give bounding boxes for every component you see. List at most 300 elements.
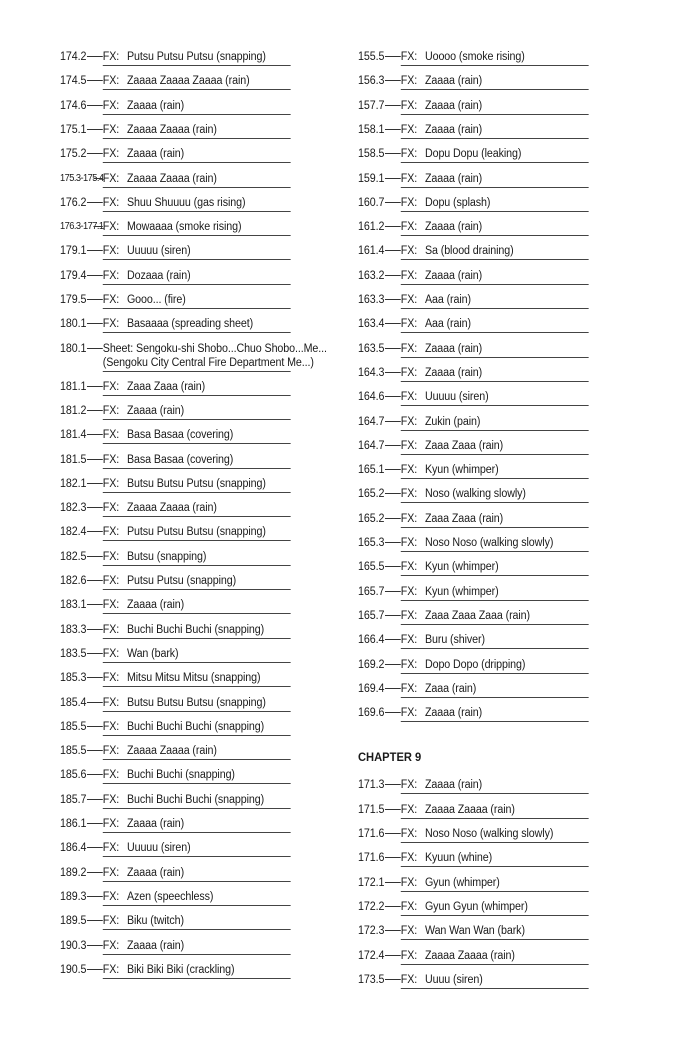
entry-type: FX:	[400, 99, 418, 112]
entry-underline	[103, 759, 291, 760]
entry-dash	[385, 542, 401, 543]
entry-page-ref: 165.1	[358, 464, 385, 477]
entry-row	[358, 147, 589, 167]
entry-page-ref: 183.5	[60, 647, 87, 660]
entry-dash	[385, 809, 401, 810]
entry-underline	[103, 686, 291, 687]
entry-text: Zaaaa (rain)	[424, 342, 483, 355]
entry-page-ref: 181.4	[60, 429, 87, 442]
entry-row	[358, 390, 589, 410]
entry-underline	[401, 478, 589, 479]
entry-row	[358, 439, 589, 459]
entry-text: Putsu Putsu (snapping)	[126, 575, 237, 587]
entry-row	[60, 501, 291, 521]
entry-type: FX:	[102, 890, 120, 903]
entry-type: FX:	[400, 561, 418, 574]
entry-text: Buru (shiver)	[424, 634, 485, 647]
entry-dash	[87, 434, 103, 435]
entry-type: FX:	[102, 672, 120, 685]
entry-underline	[103, 443, 291, 444]
entry-page-ref: 165.7	[358, 585, 385, 598]
entry-type: FX:	[400, 925, 418, 938]
entry-text: Noso (walking slowly)	[424, 488, 526, 501]
entry-page-ref: 175.2	[60, 148, 87, 161]
entry-row	[358, 560, 589, 580]
entry-page-ref: 174.5	[60, 75, 87, 88]
entry-underline	[103, 565, 291, 566]
entry-underline	[401, 915, 589, 916]
entry-text: Zaaaa (rain)	[424, 99, 483, 112]
entry-row	[60, 317, 291, 337]
entry-dash	[87, 531, 103, 532]
entry-dash	[385, 688, 401, 689]
entry-dash	[87, 410, 103, 411]
entry-page-ref: 164.7	[358, 415, 385, 428]
entry-underline	[401, 235, 589, 236]
entry-text: Buchi Buchi Buchi (snapping)	[126, 623, 265, 636]
entry-dash	[385, 445, 401, 446]
entry-type: FX:	[102, 526, 120, 539]
entry-underline	[401, 793, 589, 794]
entry-text: Uuuuu (siren)	[126, 842, 191, 855]
entry-dash	[385, 615, 401, 616]
entry-page-ref: 183.1	[60, 599, 87, 612]
entry-row	[60, 841, 291, 861]
entry-page-ref: 159.1	[358, 172, 385, 185]
entry-row	[60, 623, 291, 643]
entry-page-ref: 185.5	[60, 720, 87, 733]
entry-text: Zaaaa (rain)	[126, 99, 185, 112]
entry-underline	[103, 929, 291, 930]
entry-page-ref: 181.2	[60, 404, 87, 417]
entry-type: FX:	[102, 769, 120, 782]
entry-text: Zaaaa (rain)	[126, 404, 185, 417]
entry-text: Wan (bark)	[126, 647, 179, 660]
entry-text: Zaaaa Zaaaa (rain)	[126, 502, 217, 515]
entry-dash	[87, 459, 103, 460]
entry-underline	[401, 187, 589, 188]
entry-dash	[87, 677, 103, 678]
entry-dash	[87, 56, 103, 57]
entry-type: FX:	[102, 502, 120, 515]
entry-row	[358, 682, 589, 702]
entry-dash	[385, 56, 401, 57]
entry-type: FX:	[400, 415, 418, 428]
entry-dash	[87, 750, 103, 751]
entry-page-ref: 179.4	[60, 269, 87, 282]
entry-text: Zaaa Zaaa (rain)	[126, 380, 206, 393]
entry-type: FX:	[400, 391, 418, 404]
entry-underline	[401, 964, 589, 965]
entry-dash	[87, 604, 103, 605]
entry-dash	[385, 591, 401, 592]
entry-text: Shuu Shuuuu (gas rising)	[126, 196, 246, 209]
entry-type: FX:	[400, 342, 418, 355]
entry-text: Zaaaa (rain)	[424, 366, 483, 379]
entry-underline	[401, 891, 589, 892]
entry-dash	[87, 580, 103, 581]
entry-text: Kyun (whimper)	[424, 561, 499, 574]
entry-dash	[385, 930, 401, 931]
entry-row	[358, 74, 589, 94]
entry-row	[358, 778, 589, 798]
entry-row	[60, 74, 291, 94]
entry-row	[358, 415, 589, 435]
entry-text: Dozaaa (rain)	[126, 269, 191, 282]
entry-page-ref: 182.3	[60, 502, 87, 515]
entry-type: FX:	[400, 682, 418, 695]
entry-text: Aaa (rain)	[424, 318, 471, 331]
entry-type: Sheet:	[102, 342, 134, 355]
entry-underline	[401, 308, 589, 309]
entry-text: Zaaaa (rain)	[424, 75, 483, 88]
entry-text: Basa Basaa (covering)	[126, 453, 234, 466]
entry-underline	[401, 697, 589, 698]
entry-row	[358, 803, 589, 823]
entry-row	[60, 817, 291, 837]
entry-dash	[87, 920, 103, 921]
entry-type: FX:	[400, 779, 418, 792]
entry-row	[358, 244, 589, 264]
entry-row	[358, 293, 589, 313]
entry-page-ref: 164.3	[358, 366, 385, 379]
entry-underline	[103, 540, 291, 541]
entry-page-ref: 165.2	[358, 512, 385, 525]
entry-row	[358, 924, 589, 944]
entry-row	[60, 598, 291, 618]
entry-text: Uuuu (siren)	[424, 973, 483, 986]
entry-page-ref: 189.2	[60, 866, 87, 879]
entry-page-ref: 182.5	[60, 550, 87, 563]
entry-row	[358, 366, 589, 386]
entry-underline	[401, 818, 589, 819]
entry-underline	[103, 832, 291, 833]
entry-underline	[401, 502, 589, 503]
entry-dash	[87, 653, 103, 654]
entry-row	[358, 900, 589, 920]
entry-text: Gyun (whimper)	[424, 876, 500, 889]
entry-text: Azen (speechless)	[126, 890, 214, 903]
entry-dash	[385, 906, 401, 907]
entry-page-ref: 172.1	[358, 876, 385, 889]
entry-type: FX:	[102, 245, 120, 258]
entry-underline	[103, 589, 291, 590]
entry-underline	[103, 162, 291, 163]
entry-type: FX:	[102, 842, 120, 855]
entry-row	[358, 463, 589, 483]
entry-page-ref: 164.7	[358, 439, 385, 452]
entry-row	[358, 512, 589, 532]
entry-page-ref: 172.2	[358, 900, 385, 913]
entry-row	[60, 147, 291, 167]
entry-text: Zaaaa (rain)	[126, 148, 185, 161]
entry-type: FX:	[102, 866, 120, 879]
entry-type: FX:	[102, 172, 120, 185]
entry-page-ref: 158.5	[358, 148, 385, 161]
entry-type: FX:	[400, 318, 418, 331]
entry-text: Buchi Buchi Buchi (snapping)	[126, 720, 265, 733]
entry-text: Noso Noso (walking slowly)	[424, 537, 554, 549]
entry-text: Basa Basaa (covering)	[126, 429, 234, 442]
entry-page-ref: 165.5	[358, 561, 385, 574]
entry-page-ref: 172.3	[358, 925, 385, 938]
entry-row	[358, 585, 589, 605]
entry-text: Putsu Putsu Butsu (snapping)	[126, 526, 266, 539]
entry-type: FX:	[400, 707, 418, 720]
entry-text: Mitsu Mitsu Mitsu (snapping)	[126, 672, 261, 685]
entry-underline	[103, 114, 291, 115]
entry-row	[60, 50, 291, 70]
entry-page-ref: 174.6	[60, 99, 87, 112]
entry-text: Zaaaa (rain)	[424, 779, 483, 792]
entry-text: Zaaaa (rain)	[126, 818, 185, 830]
entry-underline	[401, 138, 589, 139]
entry-dash	[385, 784, 401, 785]
entry-text: Mowaaaa (smoke rising)	[126, 221, 242, 234]
entry-dash	[385, 857, 401, 858]
entry-page-ref: 165.2	[358, 488, 385, 501]
entry-page-ref: 179.1	[60, 245, 87, 258]
entry-dash	[87, 105, 103, 106]
entry-dash	[385, 396, 401, 397]
entry-row	[60, 380, 291, 400]
entry-type: FX:	[102, 453, 120, 466]
entry-type: FX:	[400, 439, 418, 452]
entry-underline	[103, 419, 291, 420]
entry-page-ref: 169.6	[358, 707, 385, 720]
entry-row	[358, 50, 589, 70]
entry-dash	[87, 823, 103, 824]
entry-dash	[87, 323, 103, 324]
entry-type: FX:	[102, 404, 120, 417]
entry-dash	[385, 348, 401, 349]
entry-page-ref: 158.1	[358, 123, 385, 136]
entry-page-ref: 171.5	[358, 803, 385, 816]
entry-text: Dopu (splash)	[424, 196, 491, 209]
entry-row	[358, 317, 589, 337]
entry-text: Wan Wan Wan (bark)	[424, 925, 525, 938]
entry-dash	[87, 129, 103, 130]
entry-type: FX:	[400, 609, 418, 622]
entry-row	[60, 342, 327, 376]
entry-dash	[93, 178, 102, 179]
entry-underline	[401, 527, 589, 528]
entry-text-line-2: (Sengoku City Central Fire Department Me...)	[102, 356, 314, 369]
entry-text: Biku (twitch)	[126, 915, 184, 928]
entry-text: Uuuuu (siren)	[126, 245, 191, 258]
entry-type: FX:	[102, 720, 120, 733]
entry-page-ref: 185.3	[60, 672, 87, 685]
entry-page-ref: 163.5	[358, 342, 385, 355]
entry-dash	[87, 507, 103, 508]
entry-row	[60, 196, 291, 216]
entry-page-ref: 181.1	[60, 380, 87, 393]
entry-dash	[385, 129, 401, 130]
entry-row	[60, 574, 291, 594]
entry-page-ref: 185.6	[60, 769, 87, 782]
entry-underline	[401, 866, 589, 867]
entry-text: Kyuun (whine)	[424, 852, 493, 865]
entry-type: FX:	[400, 51, 418, 63]
entry-dash	[385, 178, 401, 179]
entry-type: FX:	[400, 537, 418, 549]
entry-text: Noso Noso (walking slowly)	[424, 828, 554, 840]
entry-page-ref: 171.6	[358, 828, 385, 840]
entry-underline	[103, 468, 291, 469]
entry-type: FX:	[400, 949, 418, 962]
entry-type: FX:	[102, 269, 120, 282]
entry-row	[358, 123, 589, 143]
entry-underline	[401, 673, 589, 674]
entry-type: FX:	[102, 380, 120, 393]
entry-dash	[385, 275, 401, 276]
entry-text: Uuuuu (siren)	[424, 391, 489, 404]
entry-row	[60, 890, 291, 910]
entry-row	[60, 963, 291, 983]
entry-row	[60, 99, 291, 119]
entry-type: FX:	[400, 803, 418, 816]
entry-page-ref: 185.5	[60, 745, 87, 758]
entry-row	[358, 220, 589, 240]
entry-row	[60, 172, 291, 192]
entry-page-ref: 180.1	[60, 318, 87, 331]
entry-dash	[385, 639, 401, 640]
entry-type: FX:	[102, 477, 120, 490]
entry-dash	[87, 872, 103, 873]
entry-type: FX:	[400, 634, 418, 647]
entry-type: FX:	[400, 221, 418, 234]
entry-page-ref: 160.7	[358, 196, 385, 209]
entry-type: FX:	[102, 429, 120, 442]
entry-underline	[401, 842, 589, 843]
entry-row	[60, 793, 291, 813]
entry-page-ref: 172.4	[358, 949, 385, 962]
entry-underline	[401, 357, 589, 358]
entry-type: FX:	[400, 828, 418, 840]
entry-row	[358, 609, 589, 629]
entry-type: FX:	[400, 123, 418, 136]
entry-row	[60, 525, 291, 545]
entry-page-ref: 189.5	[60, 915, 87, 928]
entry-row	[60, 123, 291, 143]
entry-type: FX:	[102, 294, 120, 306]
entry-dash	[87, 153, 103, 154]
entry-text: Zaaa (rain)	[424, 682, 477, 695]
entry-underline	[401, 939, 589, 940]
entry-dash	[87, 275, 103, 276]
entry-dash	[385, 955, 401, 956]
entry-type: FX:	[102, 818, 120, 830]
entry-page-ref: 175.1	[60, 123, 87, 136]
entry-dash	[385, 566, 401, 567]
entry-underline	[103, 808, 291, 809]
entry-text: Zaaaa (rain)	[424, 221, 483, 234]
entry-row	[60, 720, 291, 740]
entry-type: FX:	[102, 745, 120, 758]
entry-dash	[87, 556, 103, 557]
entry-underline	[401, 259, 589, 260]
entry-text: Zaaaa Zaaaa (rain)	[126, 123, 217, 136]
entry-underline	[103, 65, 291, 66]
entry-text: Butsu (snapping)	[126, 550, 207, 563]
entry-dash	[87, 945, 103, 946]
entry-type: FX:	[102, 939, 120, 952]
entry-type: FX:	[102, 647, 120, 660]
entry-page-ref: 190.3	[60, 939, 87, 952]
entry-dash	[87, 969, 103, 970]
entry-dash	[385, 493, 401, 494]
entry-type: FX:	[102, 623, 120, 636]
entry-text: Zaaaa (rain)	[424, 123, 483, 136]
entry-dash	[87, 299, 103, 300]
entry-text: Gooo... (fire)	[126, 294, 186, 306]
entry-text-line-1	[103, 343, 327, 355]
entry-underline	[103, 371, 291, 372]
entry-page-ref: 183.3	[60, 623, 87, 636]
entry-page-ref: 189.3	[60, 890, 87, 903]
entry-underline	[103, 662, 291, 663]
chapter-heading: CHAPTER 9	[358, 750, 422, 765]
entry-page-ref: 169.4	[358, 682, 385, 695]
entry-row	[60, 647, 291, 667]
entry-row	[60, 939, 291, 959]
entry-underline	[401, 988, 589, 989]
entry-page-ref: 169.2	[358, 658, 385, 671]
entry-text: Zukin (pain)	[424, 415, 481, 428]
entry-type: FX:	[400, 196, 418, 209]
entry-row	[60, 453, 291, 473]
entry-row	[358, 949, 589, 969]
entry-underline	[103, 89, 291, 90]
entry-dash	[87, 847, 103, 848]
entry-row	[60, 220, 291, 240]
entry-dash	[385, 299, 401, 300]
entry-type: FX:	[400, 245, 418, 258]
entry-dash	[385, 979, 401, 980]
entry-underline	[103, 395, 291, 396]
entry-type: FX:	[400, 148, 418, 161]
entry-dash	[385, 882, 401, 883]
entry-row	[60, 293, 291, 313]
entry-row	[60, 696, 291, 716]
entry-dash	[87, 726, 103, 727]
entry-text: Zaaaa Zaaaa (rain)	[126, 172, 217, 185]
entry-text: Basaaaa (spreading sheet)	[126, 318, 254, 331]
entry-underline	[103, 856, 291, 857]
entry-underline	[401, 284, 589, 285]
entry-underline	[103, 954, 291, 955]
entry-type: FX:	[102, 51, 120, 63]
entry-text: Butsu Butsu Butsu (snapping)	[126, 696, 266, 709]
entry-type: FX:	[102, 915, 120, 928]
entry-page-ref: 176.2	[60, 196, 87, 209]
entry-dash	[385, 833, 401, 834]
entry-underline	[103, 284, 291, 285]
entry-dash	[87, 250, 103, 251]
entry-type: FX:	[400, 172, 418, 185]
entry-underline	[103, 881, 291, 882]
entry-text: Zaaaa (rain)	[126, 939, 185, 952]
entry-text: Butsu Butsu Putsu (snapping)	[126, 477, 266, 490]
entry-row	[358, 342, 589, 362]
entry-type: FX:	[102, 75, 120, 88]
entry-row	[358, 269, 589, 289]
entry-underline	[401, 65, 589, 66]
entry-dash	[385, 153, 401, 154]
entry-row	[358, 658, 589, 678]
entry-type: FX:	[102, 696, 120, 709]
entry-type: FX:	[102, 550, 120, 563]
